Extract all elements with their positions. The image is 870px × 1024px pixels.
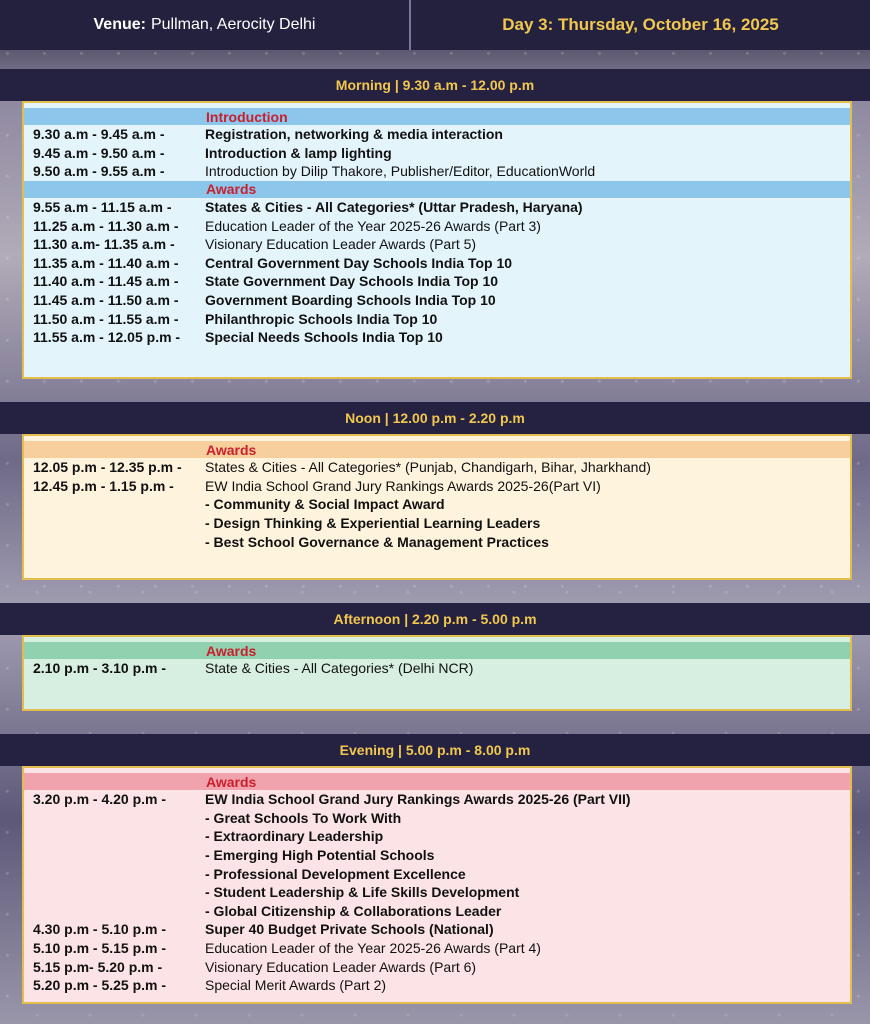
intro-list bbox=[24, 125, 850, 181]
awards-band bbox=[24, 642, 850, 659]
row-description: - Student Leadership & Life Skills Development bbox=[205, 884, 520, 901]
row-description: - Extraordinary Leadership bbox=[205, 828, 384, 845]
row-description: Education Leader of the Year 2025-26 Awards (Part 4) bbox=[205, 940, 541, 957]
row-description: State Government Day Schools India Top 10 bbox=[205, 273, 499, 290]
row-time: 12.45 p.m - 1.15 p.m - bbox=[33, 477, 174, 494]
schedule-row bbox=[24, 495, 850, 514]
afternoon-list bbox=[24, 659, 850, 678]
venue bbox=[0, 0, 409, 50]
schedule-row bbox=[24, 957, 850, 976]
section-header-noon: Noon | 12.00 p.m - 2.20 p.m bbox=[0, 402, 870, 434]
row-description: - Best School Governance & Management Practices bbox=[205, 533, 549, 550]
venue-label: Venue: bbox=[93, 16, 146, 33]
row-time: 2.10 p.m - 3.10 p.m - bbox=[33, 660, 167, 677]
row-description: Introduction by Dilip Thakore, Publisher/Editor, EducationWorld bbox=[205, 163, 596, 180]
schedule-row bbox=[24, 920, 850, 939]
row-time: 5.10 p.m - 5.15 p.m - bbox=[33, 940, 167, 957]
venue-value: Pullman, Aerocity Delhi bbox=[150, 16, 316, 33]
row-description: Special Merit Awards (Part 2) bbox=[205, 977, 387, 994]
row-time: 11.35 a.m - 11.40 a.m - bbox=[33, 254, 179, 271]
section-header-morning: Morning | 9.30 a.m - 12.00 p.m bbox=[0, 69, 870, 101]
row-description: Registration, networking & media interaction bbox=[205, 126, 503, 143]
intro-band bbox=[24, 108, 850, 125]
schedule-row bbox=[24, 532, 850, 551]
schedule-row bbox=[24, 976, 850, 995]
row-time: 9.30 a.m - 9.45 a.m - bbox=[33, 126, 165, 143]
row-description: Visionary Education Leader Awards (Part 6) bbox=[205, 958, 477, 975]
awards-band bbox=[24, 181, 850, 198]
row-description: EW India School Grand Jury Rankings Awards 2025-26 (Part VII) bbox=[205, 791, 631, 808]
schedule-row bbox=[24, 939, 850, 958]
morning-awards-list bbox=[24, 198, 850, 347]
schedule-row bbox=[24, 309, 850, 328]
band-label: Awards bbox=[206, 642, 257, 659]
row-description: Special Needs Schools India Top 10 bbox=[205, 329, 443, 346]
section-header-afternoon: Afternoon | 2.20 p.m - 5.00 p.m bbox=[0, 603, 870, 635]
schedule-row bbox=[24, 125, 850, 144]
row-time: 9.55 a.m - 11.15 a.m - bbox=[33, 199, 172, 216]
row-description: EW India School Grand Jury Rankings Awards 2025-26(Part VI) bbox=[205, 477, 601, 494]
band-label: Awards bbox=[206, 441, 257, 458]
schedule-row bbox=[24, 144, 850, 163]
noon-panel bbox=[22, 434, 852, 580]
schedule-row bbox=[24, 846, 850, 865]
schedule-row bbox=[24, 291, 850, 310]
row-description: Education Leader of the Year 2025-26 Awards (Part 3) bbox=[205, 217, 541, 234]
row-time: 9.50 a.m - 9.55 a.m - bbox=[33, 163, 165, 180]
afternoon-panel bbox=[22, 635, 852, 711]
schedule-row bbox=[24, 809, 850, 828]
band-label: Awards bbox=[206, 181, 257, 198]
row-time: 9.45 a.m - 9.50 a.m - bbox=[33, 144, 165, 161]
evening-panel bbox=[22, 766, 852, 1004]
row-time: 4.30 p.m - 5.10 p.m - bbox=[33, 921, 167, 938]
schedule-row bbox=[24, 458, 850, 477]
row-description: - Global Citizenship & Collaborations Leader bbox=[205, 902, 502, 919]
noon-list bbox=[24, 458, 850, 551]
row-time: 12.05 p.m - 12.35 p.m - bbox=[33, 459, 182, 476]
row-description: - Community & Social Impact Award bbox=[205, 496, 445, 513]
row-time: 5.20 p.m - 5.25 p.m - bbox=[33, 977, 167, 994]
row-description: - Professional Development Excellence bbox=[205, 865, 466, 882]
schedule-row bbox=[24, 883, 850, 902]
row-time: 3.20 p.m - 4.20 p.m - bbox=[33, 791, 167, 808]
row-description: - Design Thinking & Experiential Learning Leaders bbox=[205, 515, 541, 532]
schedule-row bbox=[24, 864, 850, 883]
morning-panel bbox=[22, 101, 852, 379]
row-time: 11.30 a.m- 11.35 a.m - bbox=[33, 236, 175, 253]
row-time: 11.50 a.m - 11.55 a.m - bbox=[33, 310, 179, 327]
schedule-row bbox=[24, 790, 850, 809]
row-description: - Emerging High Potential Schools bbox=[205, 847, 435, 864]
schedule-row bbox=[24, 162, 850, 181]
schedule-row bbox=[24, 902, 850, 921]
top-bar bbox=[0, 0, 870, 50]
schedule-row bbox=[24, 235, 850, 254]
section-header-evening: Evening | 5.00 p.m - 8.00 p.m bbox=[0, 734, 870, 766]
row-description: Introduction & lamp lighting bbox=[205, 144, 392, 161]
row-description: Visionary Education Leader Awards (Part 5) bbox=[205, 236, 477, 253]
row-description: States & Cities - All Categories* (Punjab, Chandigarh, Bihar, Jharkhand) bbox=[205, 459, 651, 476]
row-description: Super 40 Budget Private Schools (National) bbox=[205, 921, 494, 938]
schedule-row bbox=[24, 659, 850, 678]
row-time: 11.45 a.m - 11.50 a.m - bbox=[33, 292, 179, 309]
row-description: Government Boarding Schools India Top 10 bbox=[205, 292, 496, 309]
awards-band bbox=[24, 773, 850, 790]
schedule-row bbox=[24, 254, 850, 273]
schedule-row bbox=[24, 216, 850, 235]
row-description: Philanthropic Schools India Top 10 bbox=[205, 310, 438, 327]
row-time: 5.15 p.m- 5.20 p.m - bbox=[33, 958, 163, 975]
awards-band bbox=[24, 441, 850, 458]
row-description: State & Cities - All Categories* (Delhi NCR) bbox=[205, 660, 474, 677]
row-time: 11.25 a.m - 11.30 a.m - bbox=[33, 217, 179, 234]
row-description: Central Government Day Schools India Top 10 bbox=[205, 254, 513, 271]
band-label: Introduction bbox=[206, 108, 288, 125]
band-label: Awards bbox=[206, 773, 257, 790]
day-title: Day 3: Thursday, October 16, 2025 bbox=[502, 15, 779, 34]
schedule-row bbox=[24, 198, 850, 217]
schedule-row bbox=[24, 514, 850, 533]
row-description: States & Cities - All Categories* (Uttar Pradesh, Haryana) bbox=[205, 199, 583, 216]
schedule-row bbox=[24, 328, 850, 347]
evening-list bbox=[24, 790, 850, 995]
row-time: 11.55 a.m - 12.05 p.m - bbox=[33, 329, 181, 346]
schedule-row bbox=[24, 272, 850, 291]
schedule-row bbox=[24, 827, 850, 846]
schedule-row bbox=[24, 477, 850, 496]
row-time: 11.40 a.m - 11.45 a.m - bbox=[33, 273, 179, 290]
row-description: - Great Schools To Work With bbox=[205, 809, 402, 826]
